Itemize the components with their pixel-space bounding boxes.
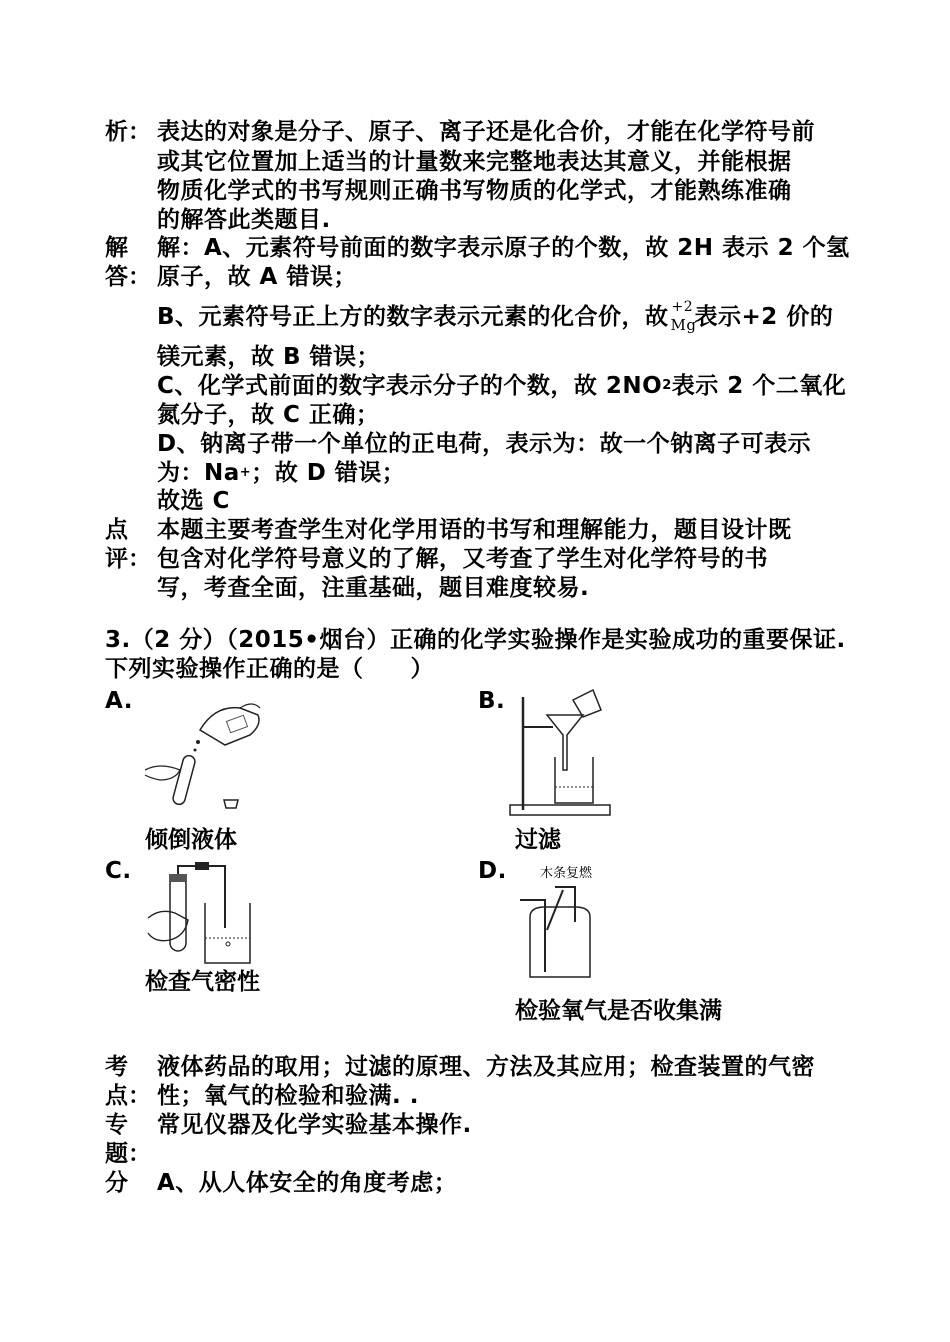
analysis-line-2: 或其它位置加上适当的计量数来完整地表达其意义，并能根据	[157, 149, 792, 175]
solution-d-line-1: D、钠离子带一个单位的正电荷，表示为：故一个钠离子可表示	[157, 431, 812, 457]
solution-d-superscript: +	[239, 465, 252, 480]
option-b-caption: 过滤	[515, 827, 561, 853]
topic-line-1: 常见仪器及化学实验基本操作.	[157, 1112, 472, 1138]
option-d-illustration	[515, 862, 615, 982]
solution-a-line-2: 原子，故 A 错误；	[157, 264, 357, 290]
solution-label-1: 解	[105, 235, 128, 261]
option-c-letter: C.	[105, 858, 132, 884]
option-b-illustration	[505, 685, 615, 820]
solution-d-prefix: 为：Na	[157, 460, 240, 486]
solution-d-line-2	[157, 458, 405, 488]
knowledge-line-2: 性；氧气的检验和验满. .	[157, 1083, 419, 1109]
mg-valence: +2	[671, 299, 694, 315]
comment-label-1: 点	[105, 517, 128, 543]
solution-c-suffix: 表示 2 个二氧化	[671, 373, 847, 399]
mg-valence-symbol	[669, 299, 697, 334]
solution-label-2: 答：	[105, 264, 151, 290]
solution-b-line-1	[157, 299, 834, 334]
solution-conclusion: 故选 C	[157, 488, 230, 514]
option-d-figure-label: 木条复燃	[540, 866, 593, 881]
comment-line-3: 写，考查全面，注重基础，题目难度较易.	[157, 575, 590, 601]
knowledge-label-1: 考	[105, 1054, 128, 1080]
option-b-letter: B.	[478, 688, 506, 714]
topic-label-1: 专	[105, 1112, 128, 1138]
option-d-caption: 检验氧气是否收集满	[515, 998, 722, 1024]
option-a-caption: 倾倒液体	[145, 827, 237, 853]
option-a-illustration	[140, 700, 280, 810]
topic-label-2: 题：	[105, 1141, 151, 1167]
option-c-illustration	[140, 858, 260, 968]
solution-a-line-1: 解：A、元素符号前面的数字表示原子的个数，故 2H 表示 2 个氢	[157, 235, 850, 261]
comment-line-1: 本题主要考查学生对化学用语的书写和理解能力，题目设计既	[157, 517, 792, 543]
option-c-caption: 检查气密性	[145, 969, 260, 995]
solution-b-prefix: B、元素符号正上方的数字表示元素的化合价，故	[157, 304, 669, 330]
solution-c-prefix: C、化学式前面的数字表示分子的个数，故 2NO	[157, 373, 663, 399]
knowledge-line-1: 液体药品的取用；过滤的原理、方法及其应用；检查装置的气密	[157, 1054, 815, 1080]
question-line-2: 下列实验操作正确的是（ ）	[105, 656, 434, 682]
analysis-line-4: 的解答此类题目.	[157, 207, 331, 233]
analysis2-line-1: A、从人体安全的角度考虑；	[157, 1170, 458, 1196]
solution-d-suffix: ；故 D 错误；	[251, 460, 406, 486]
analysis2-label: 分	[105, 1170, 128, 1196]
knowledge-label-2: 点：	[105, 1083, 151, 1109]
solution-c-line-1	[157, 371, 846, 401]
analysis-label: 析：	[105, 119, 151, 145]
solution-c-subscript: 2	[662, 378, 672, 393]
mg-symbol: Mg	[670, 316, 697, 334]
analysis-line-3: 物质化学式的书写规则正确书写物质的化学式，才能熟练准确	[157, 178, 792, 204]
solution-b-suffix: 表示+2 价的	[694, 304, 834, 330]
solution-b-line-2: 镁元素，故 B 错误；	[157, 344, 381, 370]
question-line-1: 3.（2 分）（2015•烟台）正确的化学实验操作是实验成功的重要保证.	[105, 627, 846, 653]
option-a-letter: A.	[105, 688, 133, 714]
comment-line-2: 包含对化学符号意义的了解，又考查了学生对化学符号的书	[157, 546, 768, 572]
comment-label-2: 评：	[105, 546, 151, 572]
analysis-line-1: 表达的对象是分子、原子、离子还是化合价，才能在化学符号前	[157, 119, 815, 145]
option-d-letter: D.	[478, 858, 507, 884]
solution-c-line-2: 氮分子，故 C 正确；	[157, 402, 380, 428]
